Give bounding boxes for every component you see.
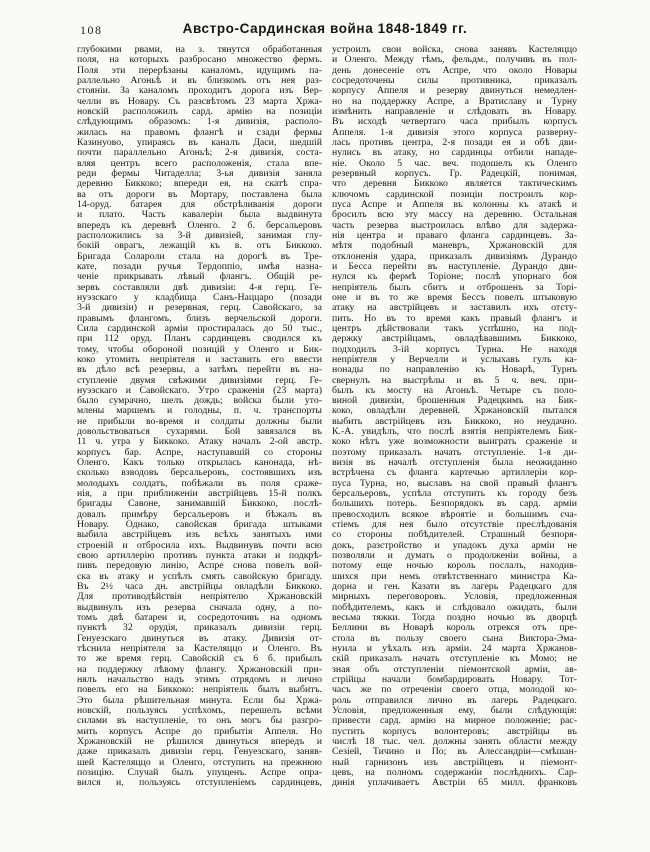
text-line: былъ къ мосту на Агоньѣ. Четыре съ поло- — [332, 385, 577, 396]
text-line: корпусу Аппеля и резерву двинуться немедлен- — [332, 86, 577, 97]
text-line: деревню Биккоко; впереди ея, на скатѣ спра- — [77, 179, 322, 190]
text-line: позволяли и думать о продолженіи войны, а — [332, 551, 577, 562]
text-line: нуэзскаго у кладбища Санъ-Наццаро (позади — [77, 292, 322, 303]
text-line: не прибыли во-время и солдаты должны были — [77, 416, 322, 427]
text-line: тѣснила непріятеля за Кастеляццо и Оленго. Въ — [77, 644, 322, 655]
text-line: стрійцы начали бомбардировать Новару. Тот- — [332, 675, 577, 686]
text-line: почти параллельно Агоньѣ; 2-я дивизія, соста- — [77, 148, 322, 159]
text-line: раллельно Агоньѣ и въ близкомъ отъ нея раз- — [77, 75, 322, 86]
text-line: Условія, предложенныя ему, были слѣдующія: — [332, 706, 577, 716]
text-line: непріятель былъ сбитъ и отброшенъ за Торі- — [332, 282, 577, 293]
text-line: коко нѣтъ уже возможности выиграть сраженіе и — [332, 437, 577, 448]
text-line: стола въ пользу своего сына Виктора-Эма- — [332, 633, 577, 644]
text-line: нулся къ фермѣ Торіоне; послѣ упорнаго боя — [332, 272, 577, 283]
text-line: виной дивизіи, брошенныя Радецкимъ на Бик- — [332, 396, 577, 407]
text-line: правымъ флангомъ, близъ верчельской дороги. — [77, 313, 322, 324]
text-line: и Оленго. Между тѣмъ, фельдм., получивъ въ пол- — [332, 55, 577, 66]
text-line: въ дѣло всѣ резервы, а затѣмъ перейти въ на- — [77, 365, 322, 376]
text-line: часъ же по отреченіи своего отца, молодой ко- — [332, 685, 577, 696]
text-line: мить корпусъ Аспре до прибытія Аппеля. Но — [77, 726, 322, 737]
text-line: большихъ потерь. Безпорядокъ въ сард. арміи — [332, 499, 577, 510]
text-line: Это была рѣшительная минута. Если бы Хржа- — [77, 695, 322, 706]
text-line: томъ двѣ батареи и, сосредоточивъ на одномъ — [77, 613, 322, 624]
text-line: силами въ наступленіе, то онъ могъ бы разгро- — [77, 716, 322, 727]
text-line: 3-й дивизіи) и резервная, герц. Савойскаго, за — [77, 303, 322, 314]
text-line: Бригада Солароли стала на дорогѣ въ Тре- — [77, 251, 322, 262]
text-line: Аппеля. 1-я дивизія этого корпуса разверну- — [332, 127, 577, 138]
text-line: пить. Но въ то время какъ правый флангъ и — [332, 313, 577, 324]
text-line: непріятеля у Верчелли и услыхавъ гулъ ка- — [332, 354, 577, 365]
text-line: новскій расположилъ сард. армію на позиціи — [77, 106, 322, 117]
text-line: жилась на правомъ флангѣ и сзади фермы — [77, 127, 322, 138]
text-line: превосходилъ всякое вѣроятіе и большимъ сча- — [332, 509, 577, 520]
text-line: млены маршемъ и голодны, п. ч. транспорты — [77, 406, 322, 417]
text-line: Въ исходѣ четвертаго часа прибылъ корпусъ — [332, 117, 577, 128]
text-line: мѣтя подобный маневръ, Хржановскій для — [332, 241, 577, 252]
text-line: расположились за 3-й дивизіей, занимая глу- — [77, 230, 322, 241]
text-line: реди фермы Читаделла; 3-ья дивизія заняла — [77, 168, 322, 179]
page-number: 108 — [80, 23, 103, 37]
text-line: ва отъ дороги въ Мортару, поставлена была — [77, 189, 322, 200]
text-body — [77, 45, 578, 789]
text-line: нулись въ атаку, но сардинцы отбили нападе- — [332, 148, 577, 159]
text-column-right — [332, 45, 577, 789]
text-line: поэтому приказалъ начать отступленіе. 1-я ди- — [332, 447, 577, 458]
text-line: и плато. Часть кавалеріи была выдвинута — [77, 210, 322, 221]
text-line: пустить корпусъ волонтеровъ; австрійцы въ — [332, 726, 577, 737]
text-line: пунктѣ 32 орудія, приказалъ дивизіи герц. — [77, 623, 322, 634]
text-line: Оленго. Какъ только открылась канонада, нѣ- — [77, 458, 322, 469]
text-line: ніе. Около 5 час. веч. подошелъ къ Оленго — [332, 158, 577, 169]
text-line: роль отправился лично въ лагерь Радецкаго. — [332, 695, 577, 706]
text-line: кате, позади ручья Тердоппіо, имѣя назна- — [77, 261, 322, 272]
text-line: ска въ атаку и успѣлъ смять савойскую бригаду. — [77, 571, 322, 582]
text-line: челли въ Новару. Съ разсвѣтомъ 23 марта Хржа- — [77, 96, 322, 107]
text-line: лась противъ центра, 2-я позади ея и обѣ дви- — [332, 137, 577, 148]
text-line: встрѣчена съ фланга картечью артиллеріи кор- — [332, 468, 577, 479]
text-line: довольствоваться сухарями. Бой завязался въ — [77, 427, 322, 438]
text-line: стояніи. За каналомъ проходитъ дорога изъ Вер- — [77, 86, 322, 97]
text-line: скій приказалъ начать отступленіе къ Момо; не — [332, 654, 577, 665]
text-line: сосредоточены силы противника, приказалъ — [332, 75, 577, 86]
text-line: на поддержку лѣвому флангу. Хржановскій при- — [77, 664, 322, 675]
text-line: числѣ 18 тыс. чел. должны занять области между — [332, 736, 577, 747]
text-line: со стороны побѣдителей. Страшный безпоря- — [332, 530, 577, 541]
text-line: Въ 2½ часа дн. австрійцы овладѣли Биккоко. — [77, 582, 322, 593]
text-line: Сила сардинской арміи простиралась до 50 тыс., — [77, 323, 322, 334]
text-line: нуила и уѣхалъ изъ арміи. 24 марта Хржанов- — [332, 644, 577, 655]
text-line: но на поддержку Аспре, а Вратиславу и Турну — [332, 96, 577, 107]
text-line: Новару. Однако, савойская бригада штыками — [77, 520, 322, 531]
text-line: Для противодѣйствія непріятелю Хржановскій — [77, 592, 322, 603]
text-line: часть резерва выстроилась влѣво для задержа- — [332, 220, 577, 231]
text-line: даже приказалъ дивизіи герц. Генуезскаго, заняв- — [77, 747, 322, 758]
text-line: корпусъ бар. Аспре, наступавшій со стороны — [77, 447, 322, 458]
text-line: держку австрійцамъ, овладѣвавшимъ Биккоко, — [332, 334, 577, 345]
text-line: оне и въ то же время Бессъ повелъ штыковую — [332, 292, 577, 303]
text-line: нія центра и праваго фланга сардинцевъ. За- — [332, 230, 577, 241]
text-line: что деревня Биккоко является тактическимъ — [332, 179, 577, 190]
text-line: мирныхъ переговоровъ. Условія, предложенныя — [332, 592, 577, 603]
text-column-left — [77, 45, 322, 789]
text-line: берсальеровъ, успѣла отступить къ городу безъ — [332, 489, 577, 500]
text-line: впередъ къ деревнѣ Оленго. 2 б. берсальеровъ — [77, 220, 322, 231]
text-line: ный гарнизонъ изъ австрійцевъ и піемонт- — [332, 757, 577, 768]
text-line: бросилъ всю эту массу на деревню. Остальная — [332, 210, 577, 221]
text-line: нонады по направленію къ Новарѣ, Турнъ — [332, 365, 577, 376]
text-line: сколько взводовъ берсальеровъ, состоявшихъ изъ — [77, 468, 322, 479]
text-line: бокій оврагъ, лежащій къ в. отъ Биккоко. — [77, 241, 322, 252]
text-line: зервъ составляли двѣ дивизіи: 4-я герц. Ге- — [77, 282, 322, 293]
text-line: день донесеніе отъ Аспре, что около Новары — [332, 65, 577, 76]
text-line: резервный корпусъ. Гр. Радецкій, понимая, — [332, 168, 577, 179]
text-line: 11 ч. утра у Биккоко. Атаку началъ 2-ой австр. — [77, 437, 322, 448]
text-line: цевъ, на полномъ содержаніи послѣднихъ. Сар- — [332, 767, 577, 778]
text-line: тому, чтобы обороной позицій у Оленго и Бик- — [77, 344, 322, 355]
text-line: ключомъ сардинской позиціи построилъ кор- — [332, 189, 577, 200]
text-line: дорна и ген. Казати въ лагерь Радецкаго для — [332, 582, 577, 593]
text-line: молодыхъ солдатъ, побѣжали въ поля сраже- — [77, 478, 322, 489]
text-line: пивъ передовую линію, Аспре снова повелъ вой- — [77, 561, 322, 572]
text-line: глубокими рвами, на з. тянутся обработанныя — [77, 45, 322, 55]
text-line: было сумрачно, шелъ дождь; войска были уто- — [77, 396, 322, 407]
text-line: вился и, пользуясь отступленіемъ сардинцевъ, — [77, 778, 322, 789]
text-line: коко утомить непріятеля и заставить его ввести — [77, 354, 322, 365]
text-line: устроилъ свои войска, снова занявъ Кастеляццо — [332, 45, 577, 55]
text-line: зная объ отступленіи піемонтской арміи, ав- — [332, 664, 577, 675]
text-line: Поля эти перерѣзаны каналомъ, идущимъ па- — [77, 65, 322, 76]
text-line: К.-А. увидѣлъ, что послѣ взятія непріятелемъ Бик- — [332, 427, 577, 438]
text-line: выбила австрійцевъ изъ всѣхъ занятыхъ ими — [77, 530, 322, 541]
text-line: ступленіе двумя свѣжими дивизіями герц. Ге- — [77, 375, 322, 386]
text-line: строеній и отбросила ихъ. Выдвинувъ почти всю — [77, 540, 322, 551]
text-line: Генуезскаго двинуться въ атаку. Дивизія от- — [77, 633, 322, 644]
text-line: потому еще ночью король послалъ, находив- — [332, 561, 577, 572]
text-line: шей Кастеляццо и Оленго, отступить на прежнюю — [77, 757, 322, 768]
text-line: весьма тяжки. Тогда поздно ночью въ дворцѣ — [332, 613, 577, 624]
text-line: новскій, пользуясь успѣхомъ, перешелъ всѣми — [77, 706, 322, 716]
text-line: вляя центръ всего расположенія, стала впе- — [77, 158, 322, 169]
text-line: стіемъ для нея было отсутствіе преслѣдованія — [332, 520, 577, 531]
text-line: нялъ начальство надъ этимъ отрядомъ и лично — [77, 675, 322, 686]
text-line: свернулъ на выстрѣлы и въ 5 ч. веч. при- — [332, 375, 577, 386]
text-line: измѣнить направленіе и слѣдовать въ Новару. — [332, 106, 577, 117]
text-line: пуса Турна, но, выславъ на свой правый флангъ — [332, 478, 577, 489]
text-line: нія, а при приближеніи австрійцевъ 15-й полкъ — [77, 489, 322, 500]
text-line: докъ, разстройство и упадокъ духа арміи не — [332, 540, 577, 551]
text-line: отклоненія удара, приказалъ дивизіямъ Дурандо — [332, 251, 577, 262]
text-line: 14-оруд. батарея для обстрѣливанія дороги — [77, 199, 322, 210]
text-line: побѣдителемъ, какъ и слѣдовало ожидать, были — [332, 602, 577, 613]
text-line: поля, на которыхъ разбросано множество фермъ. — [77, 55, 322, 66]
text-line: слѣдующимъ образомъ: 1-я дивизія, располо- — [77, 117, 322, 128]
text-line: и Бесса перейти въ наступленіе. Дурандо дви- — [332, 261, 577, 272]
text-line: Сезіей, Тичино и По; въ Алессандріи—смѣшан- — [332, 747, 577, 758]
text-line: бригады Савоне, занимавшій Биккоко, послѣ- — [77, 499, 322, 510]
text-line: привести сард. армію на мирное положеніе; рас- — [332, 716, 577, 727]
text-line: Беллини въ Новарѣ король отрекся отъ пре- — [332, 623, 577, 634]
text-line: пуса Аспре и Аппеля въ колонны къ атакѣ и — [332, 199, 577, 210]
text-line: Казинуово, упираясь въ каналъ Даси, шедшій — [77, 137, 322, 148]
text-line: ченіе прикрывать лѣвый флангъ. Общій ре- — [77, 272, 322, 283]
text-line: подходилъ 3-ій корпусъ Турна. Не находя — [332, 344, 577, 355]
text-line: выдвинулъ изъ резерва сначала одну, а по- — [77, 602, 322, 613]
text-line: атаку на австрійцевъ и заставилъ ихъ отсту- — [332, 303, 577, 314]
text-line: выбить австрійцевъ изъ Биккоко, но неудачно. — [332, 416, 577, 427]
text-line: при 112 оруд. Планъ сардинцевъ сводился къ — [77, 334, 322, 345]
text-line: шихся при немъ отвѣтственнаго министра Ка- — [332, 571, 577, 582]
text-line: позицію. Случай былъ упущенъ. Аспре опра- — [77, 767, 322, 778]
running-head-title: Австро-Сардинская война 1848-1849 гг. — [182, 21, 468, 36]
text-line: центръ дѣйствовали такъ успѣшно, на под- — [332, 323, 577, 334]
text-line: нуэзскаго и Савойскаго. Утро сраженія (23 марта) — [77, 385, 322, 396]
text-line: визія въ началѣ отступленія была неожиданно — [332, 458, 577, 469]
text-line: коко, овладѣли деревней. Хржановскій пытался — [332, 406, 577, 417]
text-line: Хржановскій не рѣшился двинуться впередъ и — [77, 736, 322, 747]
text-line: то же время герц. Савойскій съ 6 б. прибылъ — [77, 654, 322, 665]
text-line: свою артиллерію противъ пункта атаки и подкрѣ- — [77, 551, 322, 562]
text-line: повелъ его на Биккоко: непріятель былъ выбитъ. — [77, 685, 322, 696]
text-line: довалъ примѣру берсальеровъ и бѣжалъ въ — [77, 509, 322, 520]
text-line: динія уплачиваетъ Австріи 65 милл. франковъ — [332, 778, 577, 789]
